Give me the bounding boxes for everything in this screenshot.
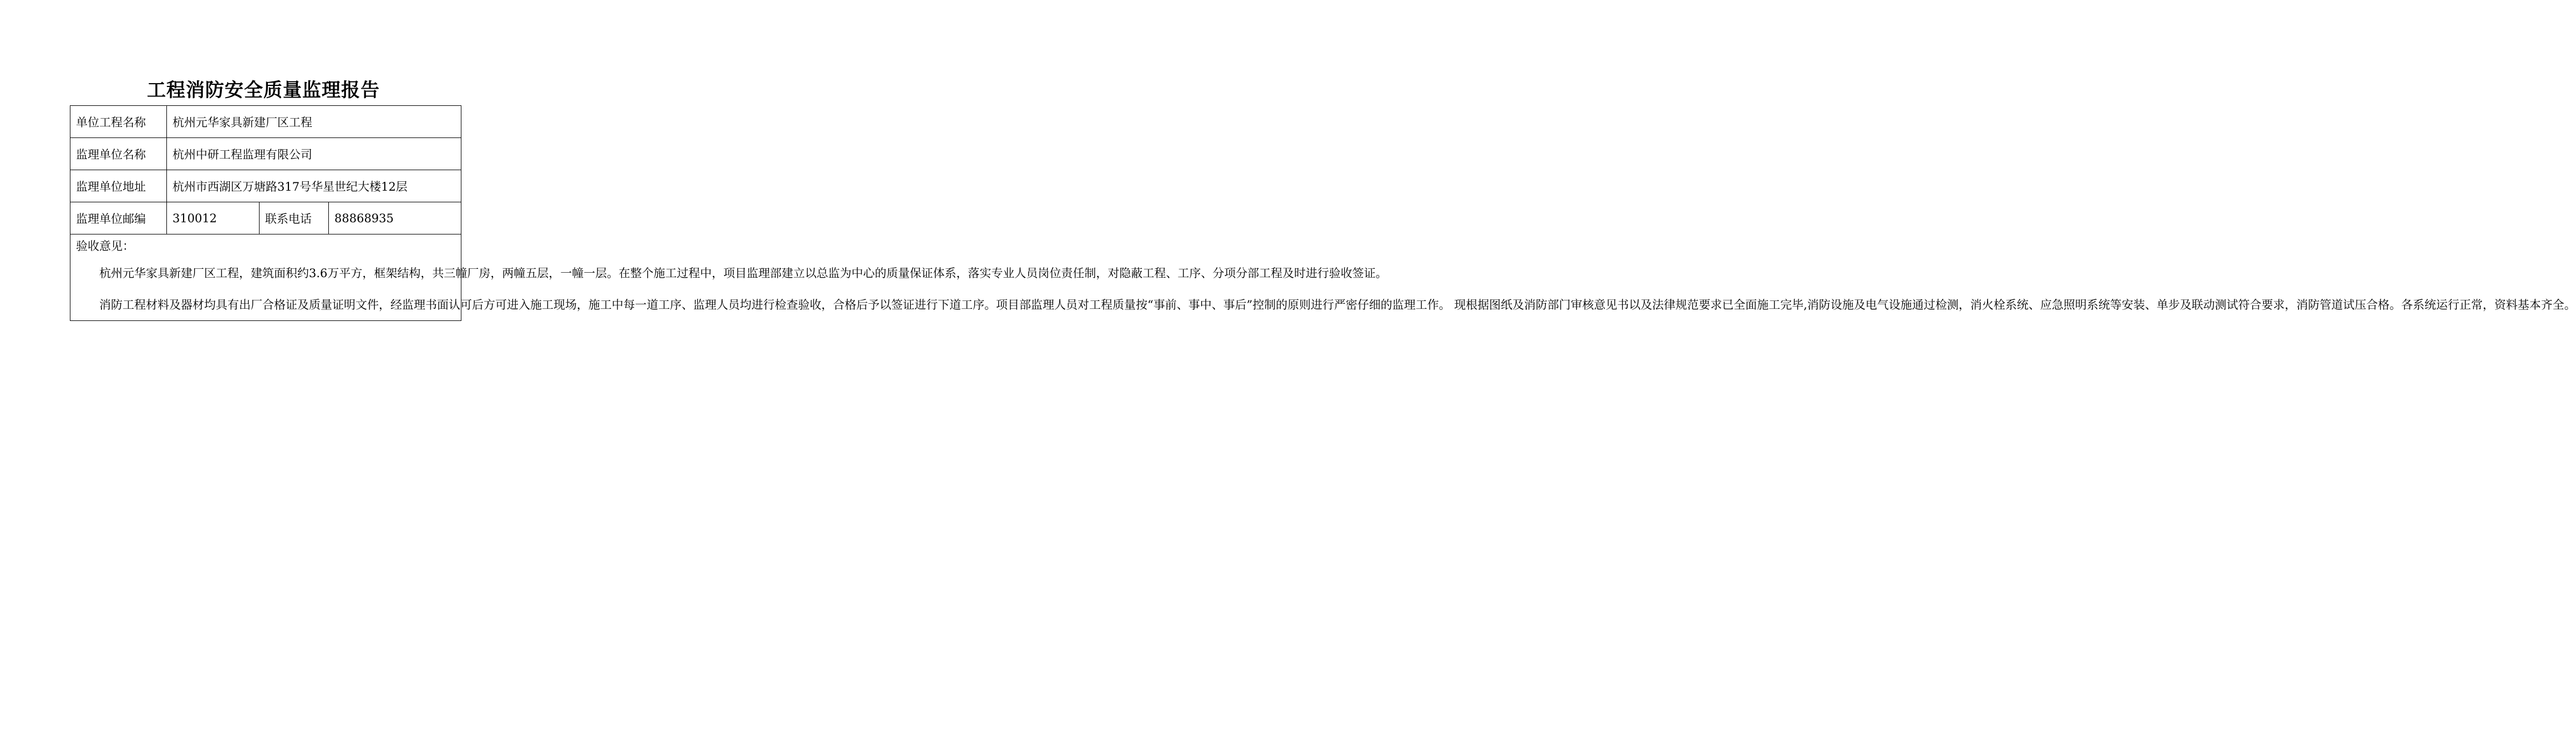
row-supervisor-address — [70, 170, 461, 202]
postcode-value: 310012 — [167, 202, 260, 234]
row-supervisor-name — [70, 138, 461, 170]
supervisor-name-label: 监理单位名称 — [70, 138, 167, 170]
phone-label: 联系电话 — [260, 202, 329, 234]
supervisor-name-value: 杭州中研工程监理有限公司 — [167, 138, 461, 170]
postcode-label: 监理单位邮编 — [70, 202, 167, 234]
row-postcode-phone — [70, 202, 461, 234]
project-name-label: 单位工程名称 — [70, 106, 167, 138]
opinion-cell — [70, 234, 2576, 321]
supervisor-address-value: 杭州市西湖区万塘路317号华星世纪大楼12层 — [167, 170, 461, 202]
project-name-value: 杭州元华家具新建厂区工程 — [167, 106, 461, 138]
row-opinion — [70, 234, 461, 321]
opinion-paragraph: 消防工程材料及器材均具有出厂合格证及质量证明文件，经监理书面认可后方可进入施工现场，施工中每一道工序、监理人员均进行检查验收，合格后予以签证进行下道工序。项目部监理人员对工程质量按“事前、事中、事后”控制的原则进行严密仔细的监理工作。 现根据图纸及消防部门审核意见书以及法律规范要求已全面施工完毕,消防设施及电气设施通过检测，消火栓系统、应急照明系统等安装、单步及联动测试符合要求，消防管道试压合格。各系统运行正常，资料基本齐全。 — [99, 298, 2576, 312]
report-table — [70, 105, 2576, 321]
opinion-paragraph: 杭州元华家具新建厂区工程，建筑面积约3.6万平方，框架结构，共三幢厂房，两幢五层，一幢一层。在整个施工过程中，项目监理部建立以总监为中心的质量保证体系，落实专业人员岗位责任制，对隐蔽工程、工序、分项分部工程及时进行验收签证。 — [99, 267, 1388, 280]
phone-value: 88868935 — [329, 202, 461, 234]
row-project-name — [70, 106, 461, 138]
supervisor-address-label: 监理单位地址 — [70, 170, 167, 202]
opinion-heading: 验收意见： — [76, 239, 134, 253]
report-title: 工程消防安全质量监理报告 — [147, 79, 380, 101]
